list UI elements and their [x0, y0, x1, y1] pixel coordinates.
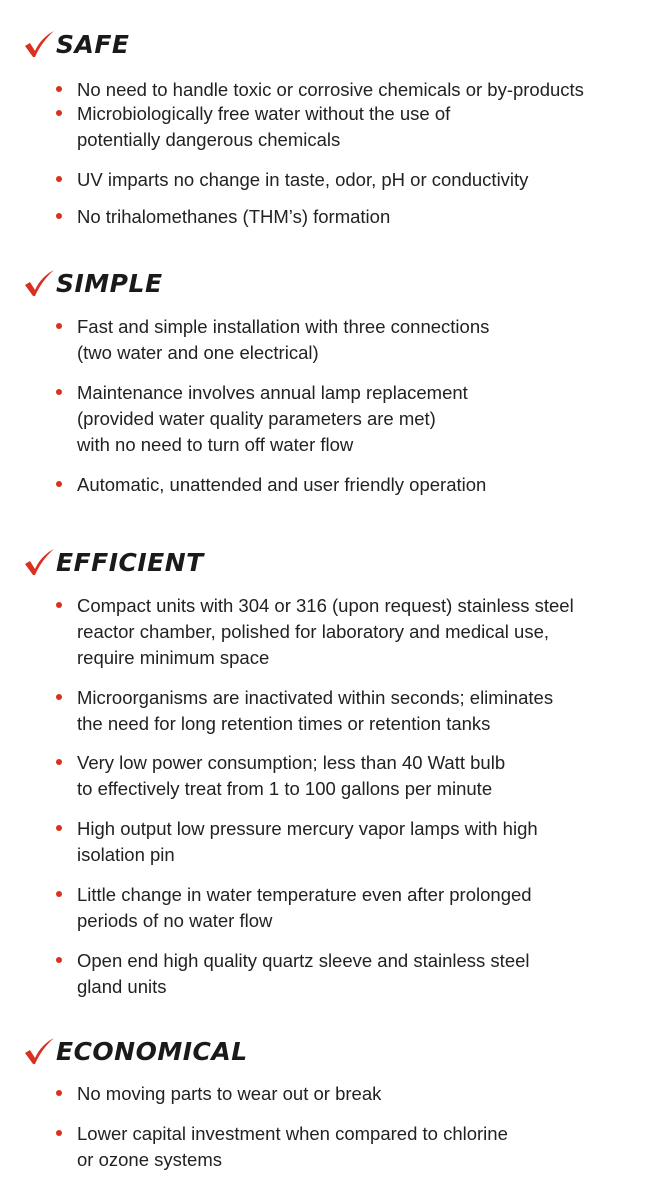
- list-item-text: Maintenance involves annual lamp replacement (provided water quality parameters are met) with no need to turn off water flow: [77, 382, 468, 455]
- list-item-text: Microorganisms are inactivated within seconds; eliminates the need for long retention times or retention tanks: [77, 687, 554, 734]
- list-item-text: Little change in water temperature even after prolonged periods of no water flow: [77, 884, 532, 931]
- bullet-icon: [56, 110, 62, 116]
- bullet-icon: [56, 602, 62, 608]
- list-item-text: No trihalomethanes (THM’s) formation: [77, 206, 391, 227]
- bullet-icon: [56, 1090, 62, 1096]
- section-title: SAFE: [56, 29, 130, 59]
- list-item-text: Compact units with 304 or 316 (upon request) stainless steel reactor chamber, polished for laboratory and medical use, require minimum space: [77, 595, 574, 668]
- list-item-text: Very low power consumption; less than 40 Watt bulb to effectively treat from 1 to 100 gallons per minute: [77, 752, 506, 799]
- list-item-text: No moving parts to wear out or break: [77, 1083, 382, 1104]
- section-heading: [22, 265, 163, 301]
- list-item-text: No need to handle toxic or corrosive chemicals or by-products: [77, 79, 584, 100]
- bullet-icon: [56, 86, 62, 92]
- list-item-text: Lower capital investment when compared to chlorine or ozone systems: [77, 1123, 508, 1170]
- checkmark-icon: [22, 29, 56, 59]
- bullet-icon: [56, 694, 62, 700]
- bullet-icon: [56, 957, 62, 963]
- list-item-text: Open end high quality quartz sleeve and stainless steel gland units: [77, 950, 530, 997]
- list-item-text: Microbiologically free water without the use of potentially dangerous chemicals: [77, 103, 451, 150]
- checkmark-icon: [22, 547, 56, 577]
- bullet-icon: [56, 825, 62, 831]
- bullet-icon: [56, 323, 62, 329]
- section-title: EFFICIENT: [56, 547, 204, 577]
- section-heading: [22, 1033, 248, 1069]
- bullet-icon: [56, 213, 62, 219]
- bullet-icon: [56, 759, 62, 765]
- list-item-text: High output low pressure mercury vapor lamps with high isolation pin: [77, 818, 538, 865]
- bullet-icon: [56, 481, 62, 487]
- checkmark-icon: [22, 1036, 56, 1066]
- section-heading: [22, 26, 130, 62]
- bullet-icon: [56, 176, 62, 182]
- bullet-icon: [56, 1130, 62, 1136]
- section-heading: [22, 544, 204, 580]
- bullet-icon: [56, 389, 62, 395]
- list-item-text: UV imparts no change in taste, odor, pH or conductivity: [77, 169, 529, 190]
- checkmark-icon: [22, 268, 56, 298]
- list-item-text: Fast and simple installation with three connections (two water and one electrical): [77, 316, 490, 363]
- bullet-icon: [56, 891, 62, 897]
- list-item-text: Automatic, unattended and user friendly operation: [77, 474, 487, 495]
- section-title: SIMPLE: [56, 268, 163, 298]
- section-title: ECONOMICAL: [56, 1036, 248, 1066]
